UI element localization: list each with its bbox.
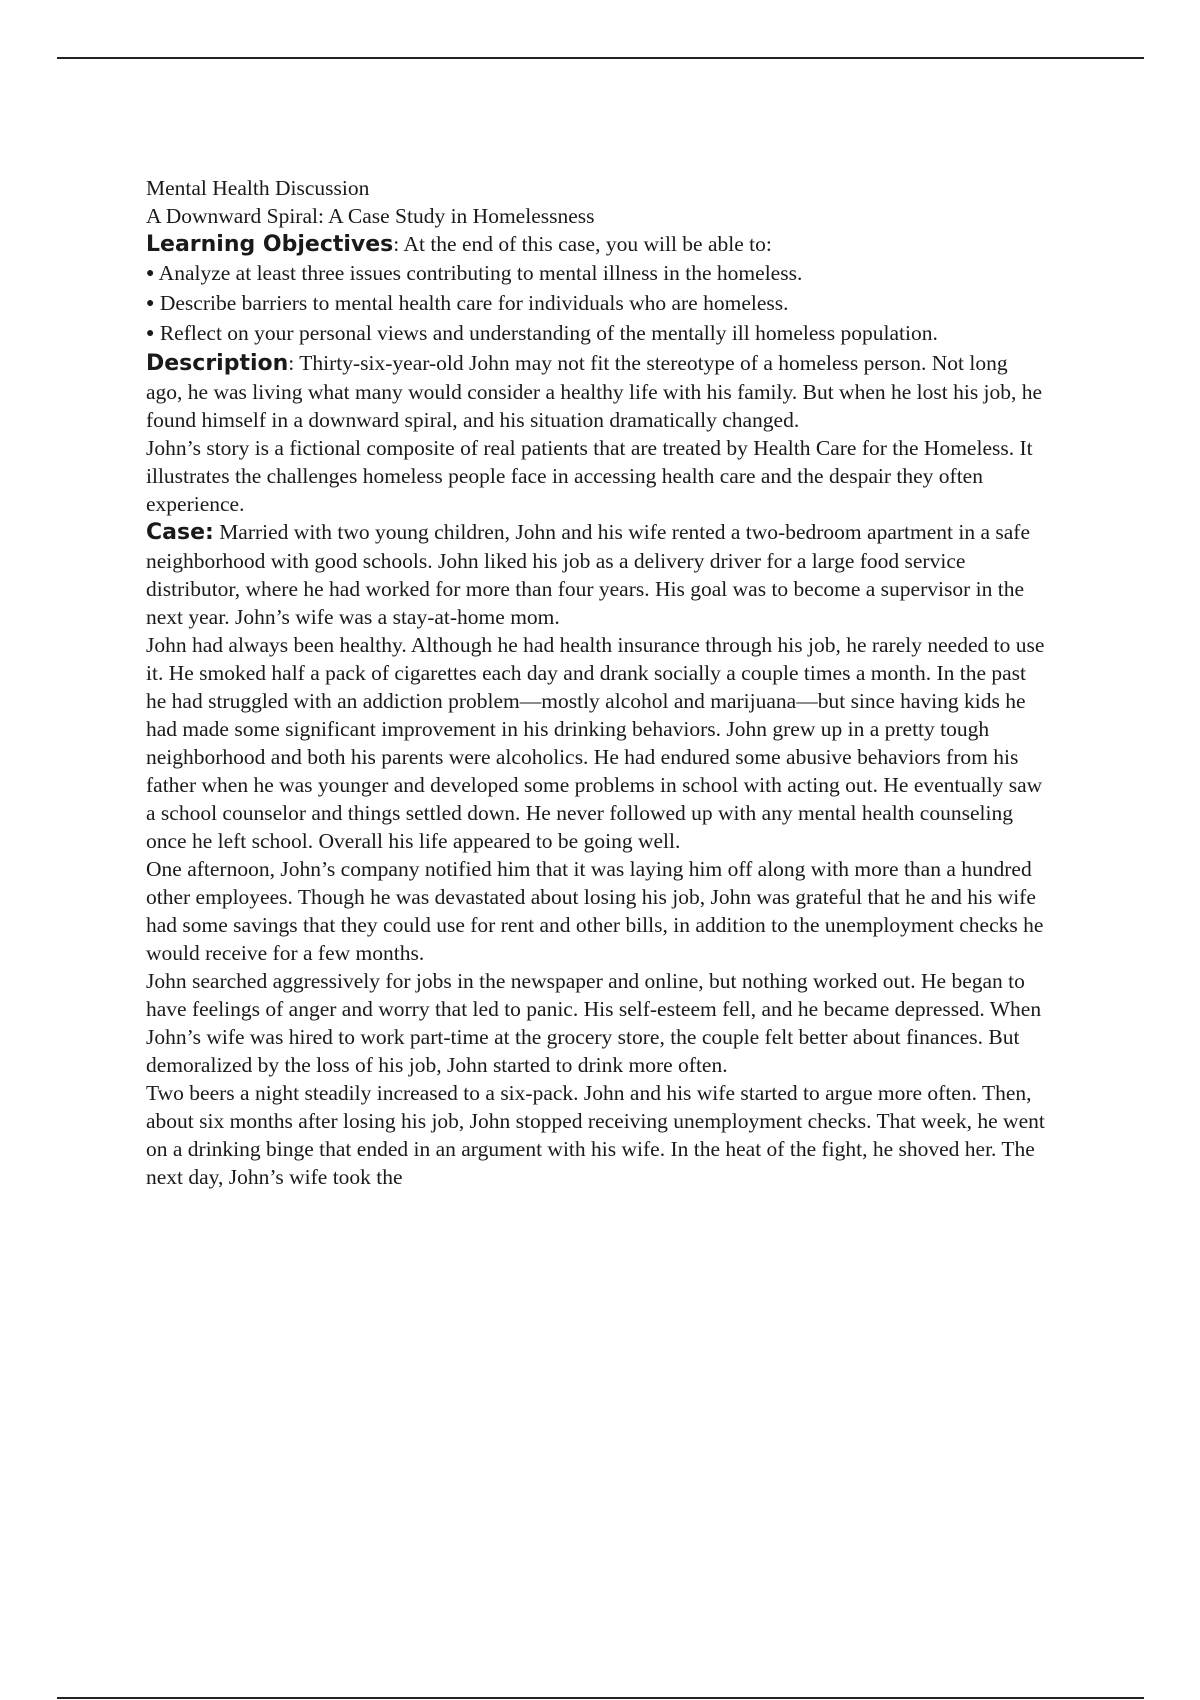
top-divider (57, 57, 1144, 59)
bullet-icon: ● (146, 296, 155, 312)
description-text: : Thirty-six-year-old John may not fit the stereotype of a homeless person. Not long ago, he was living what many would consider a healthy life with his family. But when he lost his job, he found himself in a downward spiral, and his situation dramatically changed. (146, 351, 1043, 433)
case-body-paragraph: John searched aggressively for jobs in the newspaper and online, but nothing worked out. He began to have feelings of anger and worry that led to panic. His self-esteem fell, and he became depressed. When John’s wife was hired to work part-time at the grocery store, the couple felt better about finances. But demoralized by the loss of his job, John started to drink more often. (146, 969, 1042, 1078)
case-label: Case: (146, 520, 214, 546)
document-title: Mental Health Discussion (146, 176, 370, 200)
bullet-icon: ● (146, 326, 155, 342)
case-body-paragraph: John had always been healthy. Although he had health insurance through his job, he rarely needed to use it. He smoked half a pack of cigarettes each day and drank socially a couple times a month. In the past he had struggled with an addiction problem—mostly alcohol and marijuana—but since having kids he had made some significant improvement in his drinking behaviors. John grew up in a pretty tough neighborhood and both his parents were alcoholics. He had endured some abusive behaviors from his father when he was younger and developed some problems in school with acting out. He eventually saw a school counselor and things settled down. He never followed up with any mental health counseling once he left school. Overall his life appeared to be going well. (146, 633, 1045, 854)
bottom-divider (57, 1697, 1144, 1699)
learning-objectives-label: Learning Objectives (146, 232, 394, 257)
case-paragraph (146, 518, 1046, 631)
objective-text: Describe barriers to mental health care for individuals who are homeless. (159, 291, 789, 316)
objective-item (146, 289, 1046, 319)
document-subtitle: A Downward Spiral: A Case Study in Homelessness (146, 204, 595, 228)
learning-objectives-text: : At the end of this case, you will be able to: (393, 232, 772, 256)
description-label: Description (146, 351, 289, 377)
objective-text: Analyze at least three issues contributing to mental illness in the homeless. (158, 261, 803, 285)
description-paragraph (146, 349, 1046, 434)
case-body-paragraph: One afternoon, John’s company notified him that it was laying him off along with more than a hundred other employees. Though he was devastated about losing his job, John was grateful that he and his wife had some savings that they could use for rent and other bills, in addition to the unemployment checks he would receive for a few months. (146, 857, 1044, 966)
objective-item (146, 259, 1046, 289)
case-body-paragraph: Two beers a night steadily increased to a six-pack. John and his wife started to argue more often. Then, about six months after losing his job, John stopped receiving unemployment checks. That week, he went on a drinking binge that ended in an argument with his wife. In the heat of the fight, he shoved her. The next day, John’s wife took the (146, 1081, 1045, 1190)
case-text: Married with two young children, John and his wife rented a two-bedroom apartment in a safe neighborhood with good schools. John liked his job as a delivery driver for a large food service distributor, where he had worked for more than four years. His goal was to become a supervisor in the next year. John’s wife was a stay-at-home mom. (146, 520, 1030, 630)
objective-text: Reflect on your personal views and understanding of the mentally ill homeless population. (159, 321, 938, 346)
description-paragraph-2: John’s story is a fictional composite of real patients that are treated by Health Care for the Homeless. It illustrates the challenges homeless people face in accessing health care and the despair they often experience. (146, 436, 1033, 517)
bullet-icon: ● (146, 266, 155, 282)
objective-item (146, 319, 1046, 349)
document-body (146, 174, 1046, 1191)
learning-objectives-intro (146, 230, 1046, 259)
